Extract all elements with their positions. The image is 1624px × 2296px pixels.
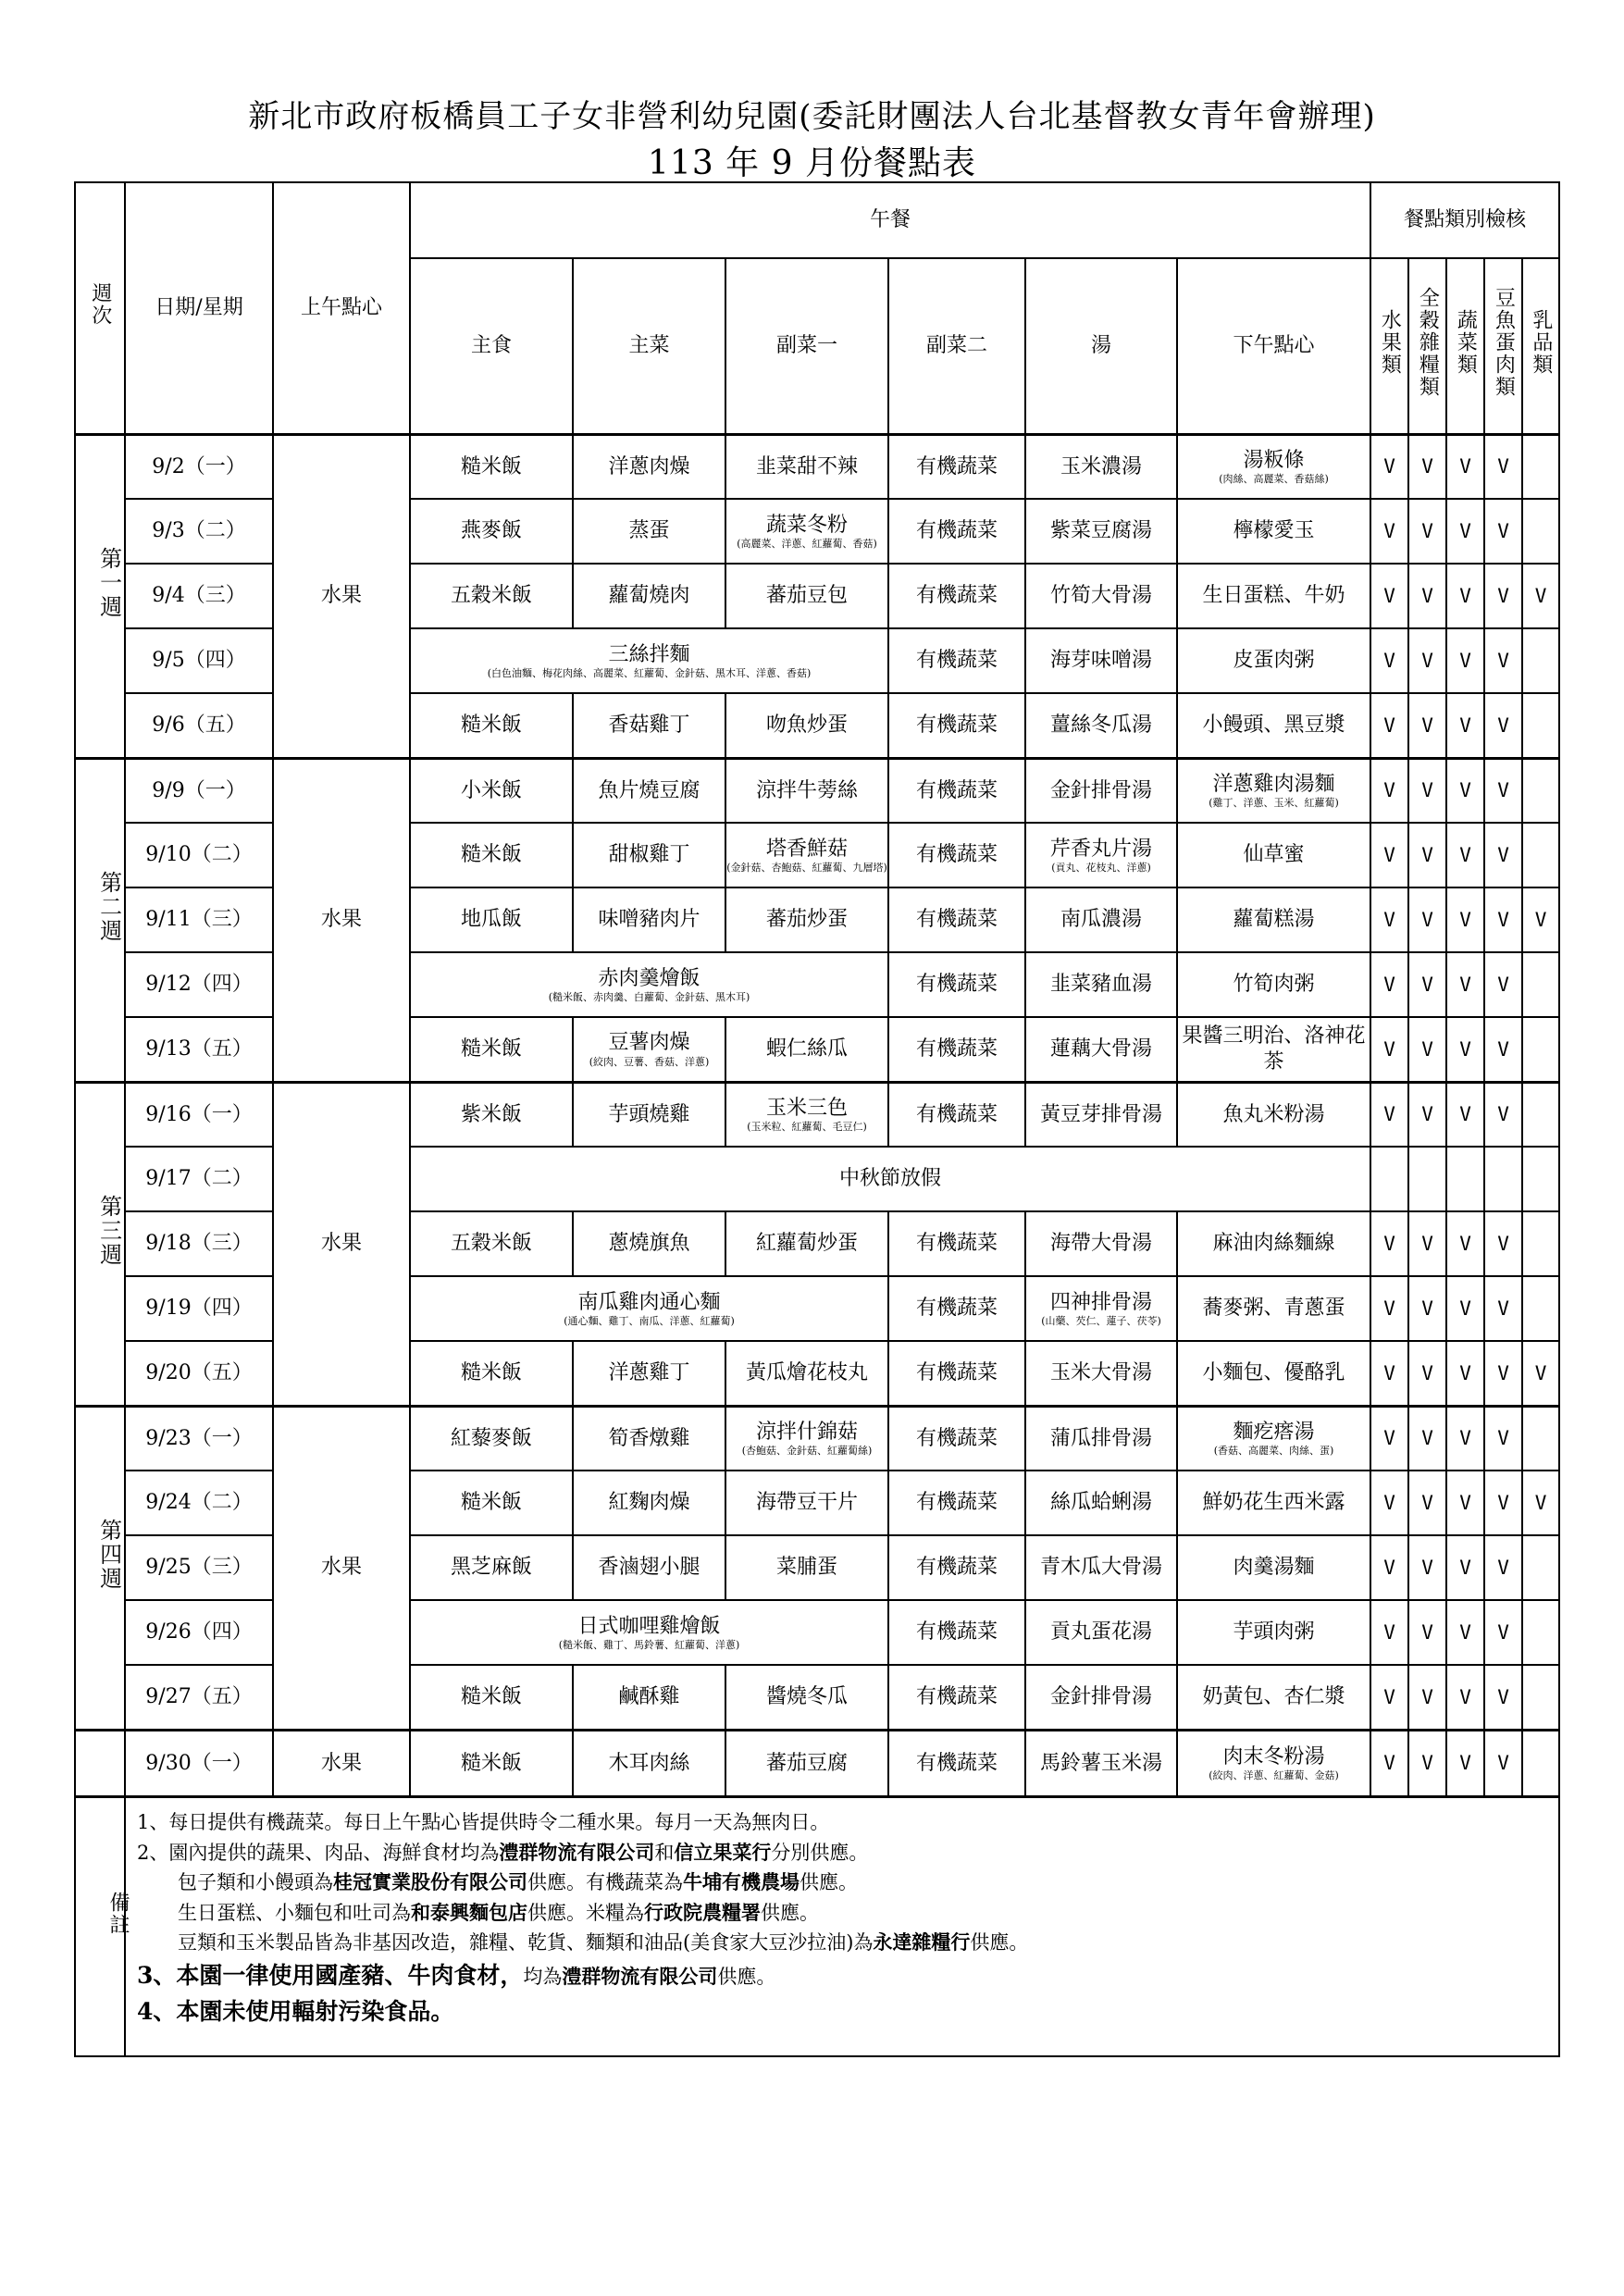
soup-cell: 海帶大骨湯 <box>1025 1211 1177 1276</box>
check-grains <box>1408 1147 1446 1211</box>
header-main-dish: 主菜 <box>573 258 725 434</box>
check-dairy <box>1522 628 1559 693</box>
check-dairy <box>1522 1276 1559 1341</box>
note-6: 3、本園一律使用國產豬、牛肉食材，均為澧群物流有限公司供應。 <box>137 1961 776 1989</box>
staple-cell: 五穀米飯 <box>410 1211 573 1276</box>
check-fruit: V <box>1370 1406 1408 1471</box>
check-veg: V <box>1446 1341 1484 1406</box>
table-row <box>75 1406 1559 1471</box>
date-cell: 9/12（四） <box>125 952 273 1017</box>
staple-cell: 糙米飯 <box>410 1730 573 1797</box>
menu-table <box>74 181 1560 2057</box>
check-dairy <box>1522 823 1559 887</box>
afternoon-snack-cell: 檸檬愛玉 <box>1177 499 1370 564</box>
side1-cell: 蝦仁絲瓜 <box>725 1017 888 1082</box>
soup-cell: 南瓜濃湯 <box>1025 887 1177 952</box>
check-dairy: V <box>1522 887 1559 952</box>
check-veg: V <box>1446 1082 1484 1147</box>
check-protein: V <box>1484 1535 1522 1600</box>
main-dish-cell: 香菇雞丁 <box>573 693 725 758</box>
header-grains: 全穀雜糧類 <box>1408 258 1446 434</box>
afternoon-snack-cell: 麻油肉絲麵線 <box>1177 1211 1370 1276</box>
check-fruit <box>1370 1147 1408 1211</box>
staple-cell: 燕麥飯 <box>410 499 573 564</box>
date-cell: 9/9（一） <box>125 758 273 823</box>
check-grains: V <box>1408 1730 1446 1797</box>
date-cell: 9/17（二） <box>125 1147 273 1211</box>
side2-cell: 有機蔬菜 <box>888 823 1025 887</box>
check-protein: V <box>1484 628 1522 693</box>
header-protein: 豆魚蛋肉類 <box>1484 258 1522 434</box>
soup-cell: 黃豆芽排骨湯 <box>1025 1082 1177 1147</box>
side2-cell: 有機蔬菜 <box>888 1082 1025 1147</box>
check-fruit: V <box>1370 1017 1408 1082</box>
header-lunch: 午餐 <box>410 182 1370 258</box>
check-dairy <box>1522 693 1559 758</box>
check-fruit: V <box>1370 1341 1408 1406</box>
soup-cell: 竹筍大骨湯 <box>1025 564 1177 628</box>
check-grains: V <box>1408 564 1446 628</box>
main-dish-cell: 洋蔥雞丁 <box>573 1341 725 1406</box>
check-veg: V <box>1446 1730 1484 1797</box>
check-dairy <box>1522 1665 1559 1730</box>
side1-cell: 蕃茄豆包 <box>725 564 888 628</box>
check-protein: V <box>1484 693 1522 758</box>
check-grains: V <box>1408 887 1446 952</box>
check-protein: V <box>1484 1211 1522 1276</box>
side2-cell: 有機蔬菜 <box>888 758 1025 823</box>
date-cell: 9/6（五） <box>125 693 273 758</box>
afternoon-snack-cell: 小麵包、優酪乳 <box>1177 1341 1370 1406</box>
check-protein: V <box>1484 758 1522 823</box>
check-grains: V <box>1408 1211 1446 1276</box>
check-fruit: V <box>1370 434 1408 499</box>
check-veg: V <box>1446 1017 1484 1082</box>
week-label: 第四週 <box>75 1406 125 1730</box>
check-fruit: V <box>1370 887 1408 952</box>
staple-cell: 五穀米飯 <box>410 564 573 628</box>
date-cell: 9/23（一） <box>125 1406 273 1471</box>
soup-cell: 蓮藕大骨湯 <box>1025 1017 1177 1082</box>
header-afternoon-snack: 下午點心 <box>1177 258 1370 434</box>
date-cell: 9/18（三） <box>125 1211 273 1276</box>
date-cell: 9/4（三） <box>125 564 273 628</box>
main-dish-cell: 蒸蛋 <box>573 499 725 564</box>
side1-cell: 海帶豆干片 <box>725 1471 888 1535</box>
check-veg: V <box>1446 1276 1484 1341</box>
header-date: 日期/星期 <box>125 182 273 434</box>
check-fruit: V <box>1370 1471 1408 1535</box>
main-dish-cell: 鹹酥雞 <box>573 1665 725 1730</box>
date-cell: 9/20（五） <box>125 1341 273 1406</box>
note-1: 1、每日提供有機蔬菜。每日上午點心皆提供時令二種水果。每月一天為無肉日。 <box>137 1811 830 1834</box>
check-grains: V <box>1408 952 1446 1017</box>
side2-cell: 有機蔬菜 <box>888 1471 1025 1535</box>
main-dish-cell: 魚片燒豆腐 <box>573 758 725 823</box>
check-fruit: V <box>1370 1082 1408 1147</box>
check-veg: V <box>1446 434 1484 499</box>
side2-cell: 有機蔬菜 <box>888 564 1025 628</box>
afternoon-snack-cell: 小饅頭、黑豆漿 <box>1177 693 1370 758</box>
check-protein: V <box>1484 499 1522 564</box>
date-cell: 9/25（三） <box>125 1535 273 1600</box>
note-2: 2、園內提供的蔬果、肉品、海鮮食材均為澧群物流有限公司和信立果菜行分別供應。 <box>137 1840 869 1864</box>
week-label <box>75 1730 125 1797</box>
afternoon-snack-cell: 魚丸米粉湯 <box>1177 1082 1370 1147</box>
afternoon-snack-cell: 仙草蜜 <box>1177 823 1370 887</box>
check-veg: V <box>1446 1211 1484 1276</box>
check-dairy <box>1522 758 1559 823</box>
main-dish-cell: 洋蔥肉燥 <box>573 434 725 499</box>
main-dish-cell: 蔥燒旗魚 <box>573 1211 725 1276</box>
check-grains: V <box>1408 1341 1446 1406</box>
header-week: 週次 <box>75 182 125 434</box>
soup-cell: 韭菜豬血湯 <box>1025 952 1177 1017</box>
check-protein: V <box>1484 1406 1522 1471</box>
check-dairy <box>1522 952 1559 1017</box>
staple-cell: 黑芝麻飯 <box>410 1535 573 1600</box>
afternoon-snack-cell: 肉末冬粉湯 (絞肉、洋蔥、紅蘿蔔、金菇) <box>1177 1730 1370 1797</box>
check-grains: V <box>1408 628 1446 693</box>
main-dish-cell: 木耳肉絲 <box>573 1730 725 1797</box>
check-grains: V <box>1408 1471 1446 1535</box>
main-dish-cell: 蘿蔔燒肉 <box>573 564 725 628</box>
check-grains: V <box>1408 758 1446 823</box>
check-protein: V <box>1484 1341 1522 1406</box>
soup-cell: 蒲瓜排骨湯 <box>1025 1406 1177 1471</box>
staple-cell: 地瓜飯 <box>410 887 573 952</box>
check-fruit: V <box>1370 1730 1408 1797</box>
date-cell: 9/3（二） <box>125 499 273 564</box>
check-protein: V <box>1484 1082 1522 1147</box>
note-5: 豆類和玉米製品皆為非基因改造，雜糧、乾貨、麵類和油品(美食家大豆沙拉油)為永達雜糧行供應。 <box>178 1930 1029 1955</box>
side2-cell: 有機蔬菜 <box>888 1406 1025 1471</box>
check-veg: V <box>1446 1406 1484 1471</box>
week-label: 第二週 <box>75 758 125 1082</box>
side2-cell: 有機蔬菜 <box>888 1600 1025 1665</box>
check-veg: V <box>1446 952 1484 1017</box>
check-protein: V <box>1484 434 1522 499</box>
afternoon-snack-cell: 奶黃包、杏仁漿 <box>1177 1665 1370 1730</box>
header-food-check: 餐點類別檢核 <box>1370 182 1559 258</box>
check-fruit: V <box>1370 1276 1408 1341</box>
side2-cell: 有機蔬菜 <box>888 1341 1025 1406</box>
afternoon-snack-cell: 湯粄條 (肉絲、高麗菜、香菇絲) <box>1177 434 1370 499</box>
soup-cell: 薑絲冬瓜湯 <box>1025 693 1177 758</box>
main-dish-cell: 筍香燉雞 <box>573 1406 725 1471</box>
soup-cell: 絲瓜蛤蜊湯 <box>1025 1471 1177 1535</box>
soup-cell: 玉米濃湯 <box>1025 434 1177 499</box>
side2-cell: 有機蔬菜 <box>888 887 1025 952</box>
check-veg: V <box>1446 1600 1484 1665</box>
check-grains: V <box>1408 499 1446 564</box>
soup-cell: 金針排骨湯 <box>1025 1665 1177 1730</box>
staple-cell: 紅藜麥飯 <box>410 1406 573 1471</box>
check-dairy <box>1522 1211 1559 1276</box>
check-veg: V <box>1446 693 1484 758</box>
morning-snack-cell: 水果 <box>273 1730 410 1797</box>
check-grains: V <box>1408 1665 1446 1730</box>
check-dairy <box>1522 1730 1559 1797</box>
staple-cell: 糙米飯 <box>410 434 573 499</box>
soup-cell: 玉米大骨湯 <box>1025 1341 1177 1406</box>
morning-snack-cell: 水果 <box>273 1406 410 1730</box>
check-protein: V <box>1484 1730 1522 1797</box>
side1-cell: 涼拌什錦菇 (杏鮑菇、金針菇、紅蘿蔔絲) <box>725 1406 888 1471</box>
date-cell: 9/24（二） <box>125 1471 273 1535</box>
header-veg: 蔬菜類 <box>1446 258 1484 434</box>
table-row <box>75 758 1559 823</box>
title-line2: 113 年 9 月份餐點表 <box>648 144 976 182</box>
side2-cell: 有機蔬菜 <box>888 434 1025 499</box>
date-cell: 9/19（四） <box>125 1276 273 1341</box>
combined-dish-cell: 南瓜雞肉通心麵 (通心麵、雞丁、南瓜、洋蔥、紅蘿蔔) <box>410 1276 888 1341</box>
afternoon-snack-cell: 生日蛋糕、牛奶 <box>1177 564 1370 628</box>
side1-cell: 吻魚炒蛋 <box>725 693 888 758</box>
notes-label: 備註 <box>75 1797 125 2056</box>
main-dish-cell: 紅麴肉燥 <box>573 1471 725 1535</box>
staple-cell: 糙米飯 <box>410 1471 573 1535</box>
combined-dish-cell: 三絲拌麵 (白色油麵、梅花肉絲、高麗菜、紅蘿蔔、金針菇、黑木耳、洋蔥、香菇) <box>410 628 888 693</box>
header-side2: 副菜二 <box>888 258 1025 434</box>
note-3: 包子類和小饅頭為桂冠實業股份有限公司供應。有機蔬菜為牛埔有機農場供應。 <box>178 1870 858 1894</box>
date-cell: 9/5（四） <box>125 628 273 693</box>
staple-cell: 紫米飯 <box>410 1082 573 1147</box>
check-veg: V <box>1446 887 1484 952</box>
side2-cell: 有機蔬菜 <box>888 1017 1025 1082</box>
side1-cell: 蕃茄豆腐 <box>725 1730 888 1797</box>
staple-cell: 糙米飯 <box>410 1341 573 1406</box>
check-grains: V <box>1408 1082 1446 1147</box>
header-side1: 副菜一 <box>725 258 888 434</box>
side1-cell: 涼拌牛蒡絲 <box>725 758 888 823</box>
date-cell: 9/16（一） <box>125 1082 273 1147</box>
side1-cell: 蕃茄炒蛋 <box>725 887 888 952</box>
soup-cell: 海芽味噌湯 <box>1025 628 1177 693</box>
week-label: 第三週 <box>75 1082 125 1406</box>
check-veg: V <box>1446 1665 1484 1730</box>
check-veg: V <box>1446 1471 1484 1535</box>
check-dairy <box>1522 1082 1559 1147</box>
check-protein: V <box>1484 1665 1522 1730</box>
afternoon-snack-cell: 芋頭肉粥 <box>1177 1600 1370 1665</box>
check-protein: V <box>1484 1017 1522 1082</box>
morning-snack-cell: 水果 <box>273 758 410 1082</box>
check-grains: V <box>1408 693 1446 758</box>
soup-cell: 芹香丸片湯 (貢丸、花枝丸、洋蔥) <box>1025 823 1177 887</box>
check-dairy <box>1522 1535 1559 1600</box>
side2-cell: 有機蔬菜 <box>888 1276 1025 1341</box>
date-cell: 9/10（二） <box>125 823 273 887</box>
side2-cell: 有機蔬菜 <box>888 1211 1025 1276</box>
date-cell: 9/26（四） <box>125 1600 273 1665</box>
afternoon-snack-cell: 麵疙瘩湯 (香菇、高麗菜、肉絲、蛋) <box>1177 1406 1370 1471</box>
staple-cell: 小米飯 <box>410 758 573 823</box>
check-grains: V <box>1408 434 1446 499</box>
afternoon-snack-cell: 竹筍肉粥 <box>1177 952 1370 1017</box>
check-grains: V <box>1408 1406 1446 1471</box>
header-dairy: 乳品類 <box>1522 258 1559 434</box>
check-dairy <box>1522 1600 1559 1665</box>
check-protein: V <box>1484 823 1522 887</box>
check-veg: V <box>1446 758 1484 823</box>
check-protein: V <box>1484 1471 1522 1535</box>
check-fruit: V <box>1370 758 1408 823</box>
notes-content <box>125 1797 1559 2056</box>
afternoon-snack-cell: 鮮奶花生西米露 <box>1177 1471 1370 1535</box>
check-veg: V <box>1446 1535 1484 1600</box>
check-dairy <box>1522 1147 1559 1211</box>
staple-cell: 糙米飯 <box>410 1017 573 1082</box>
side1-cell: 紅蘿蔔炒蛋 <box>725 1211 888 1276</box>
check-fruit: V <box>1370 1665 1408 1730</box>
main-dish-cell: 香滷翅小腿 <box>573 1535 725 1600</box>
check-fruit: V <box>1370 693 1408 758</box>
note-7: 4、本園未使用輻射污染食品。 <box>137 1997 454 2025</box>
afternoon-snack-cell: 蕎麥粥、青蔥蛋 <box>1177 1276 1370 1341</box>
check-fruit: V <box>1370 823 1408 887</box>
header-staple: 主食 <box>410 258 573 434</box>
check-protein: V <box>1484 952 1522 1017</box>
check-protein: V <box>1484 564 1522 628</box>
date-cell: 9/30（一） <box>125 1730 273 1797</box>
check-protein: V <box>1484 1276 1522 1341</box>
side1-cell: 蔬菜冬粉 (高麗菜、洋蔥、紅蘿蔔、香菇) <box>725 499 888 564</box>
check-veg: V <box>1446 823 1484 887</box>
afternoon-snack-cell: 蘿蔔糕湯 <box>1177 887 1370 952</box>
afternoon-snack-cell: 洋蔥雞肉湯麵 (雞丁、洋蔥、玉米、紅蘿蔔) <box>1177 758 1370 823</box>
staple-cell: 糙米飯 <box>410 693 573 758</box>
check-dairy <box>1522 434 1559 499</box>
soup-cell: 青木瓜大骨湯 <box>1025 1535 1177 1600</box>
soup-cell: 金針排骨湯 <box>1025 758 1177 823</box>
check-fruit: V <box>1370 564 1408 628</box>
table-row <box>75 434 1559 499</box>
check-fruit: V <box>1370 499 1408 564</box>
check-dairy: V <box>1522 1471 1559 1535</box>
side2-cell: 有機蔬菜 <box>888 1665 1025 1730</box>
side2-cell: 有機蔬菜 <box>888 499 1025 564</box>
soup-cell: 四神排骨湯 (山藥、芡仁、蓮子、茯苓) <box>1025 1276 1177 1341</box>
header-soup: 湯 <box>1025 258 1177 434</box>
staple-cell: 糙米飯 <box>410 1665 573 1730</box>
title-line1: 新北市政府板橋員工子女非營利幼兒園(委託財團法人台北基督教女青年會辦理) <box>248 98 1376 135</box>
header-morning-snack: 上午點心 <box>273 182 410 434</box>
combined-dish-cell: 日式咖哩雞燴飯 (糙米飯、雞丁、馬鈴薯、紅蘿蔔、洋蔥) <box>410 1600 888 1665</box>
check-grains: V <box>1408 1535 1446 1600</box>
check-dairy <box>1522 499 1559 564</box>
note-4: 生日蛋糕、小麵包和吐司為和泰興麵包店供應。米糧為行政院農糧署供應。 <box>178 1900 819 1924</box>
combined-dish-cell: 赤肉羹燴飯 (糙米飯、赤肉羹、白蘿蔔、金針菇、黑木耳) <box>410 952 888 1017</box>
check-fruit: V <box>1370 1535 1408 1600</box>
afternoon-snack-cell: 皮蛋肉粥 <box>1177 628 1370 693</box>
check-protein <box>1484 1147 1522 1211</box>
side1-cell: 菜脯蛋 <box>725 1535 888 1600</box>
check-veg: V <box>1446 499 1484 564</box>
morning-snack-cell: 水果 <box>273 1082 410 1406</box>
soup-cell: 紫菜豆腐湯 <box>1025 499 1177 564</box>
table-row <box>75 1082 1559 1147</box>
week-label: 第一週 <box>75 434 125 758</box>
side2-cell: 有機蔬菜 <box>888 1730 1025 1797</box>
side2-cell: 有機蔬菜 <box>888 1535 1025 1600</box>
check-veg: V <box>1446 628 1484 693</box>
side2-cell: 有機蔬菜 <box>888 952 1025 1017</box>
check-grains: V <box>1408 1600 1446 1665</box>
check-dairy <box>1522 1406 1559 1471</box>
check-dairy: V <box>1522 1341 1559 1406</box>
date-cell: 9/11（三） <box>125 887 273 952</box>
check-protein: V <box>1484 887 1522 952</box>
check-protein: V <box>1484 1600 1522 1665</box>
side1-cell: 黃瓜燴花枝丸 <box>725 1341 888 1406</box>
check-fruit: V <box>1370 628 1408 693</box>
side2-cell: 有機蔬菜 <box>888 693 1025 758</box>
date-cell: 9/2（一） <box>125 434 273 499</box>
main-dish-cell: 味噌豬肉片 <box>573 887 725 952</box>
check-fruit: V <box>1370 952 1408 1017</box>
check-grains: V <box>1408 1276 1446 1341</box>
check-veg <box>1446 1147 1484 1211</box>
main-dish-cell: 豆薯肉燥 (絞肉、豆薯、香菇、洋蔥) <box>573 1017 725 1082</box>
check-grains: V <box>1408 823 1446 887</box>
afternoon-snack-cell: 肉羹湯麵 <box>1177 1535 1370 1600</box>
check-dairy <box>1522 1017 1559 1082</box>
side1-cell: 玉米三色 (玉米粒、紅蘿蔔、毛豆仁) <box>725 1082 888 1147</box>
date-cell: 9/13（五） <box>125 1017 273 1082</box>
soup-cell: 貢丸蛋花湯 <box>1025 1600 1177 1665</box>
check-fruit: V <box>1370 1211 1408 1276</box>
afternoon-snack-cell: 果醬三明治、洛神花茶 <box>1177 1017 1370 1082</box>
side1-cell: 塔香鮮菇 (金針菇、杏鮑菇、紅蘿蔔、九層塔) <box>725 823 888 887</box>
check-dairy: V <box>1522 564 1559 628</box>
staple-cell: 糙米飯 <box>410 823 573 887</box>
main-dish-cell: 芋頭燒雞 <box>573 1082 725 1147</box>
soup-cell: 馬鈴薯玉米湯 <box>1025 1730 1177 1797</box>
check-grains: V <box>1408 1017 1446 1082</box>
side1-cell: 韭菜甜不辣 <box>725 434 888 499</box>
check-fruit: V <box>1370 1600 1408 1665</box>
side2-cell: 有機蔬菜 <box>888 628 1025 693</box>
side1-cell: 醬燒冬瓜 <box>725 1665 888 1730</box>
check-veg: V <box>1446 564 1484 628</box>
holiday-cell: 中秋節放假 <box>410 1147 1370 1211</box>
main-dish-cell: 甜椒雞丁 <box>573 823 725 887</box>
table-row <box>75 1730 1559 1797</box>
date-cell: 9/27（五） <box>125 1665 273 1730</box>
morning-snack-cell: 水果 <box>273 434 410 758</box>
header-fruit: 水果類 <box>1370 258 1408 434</box>
